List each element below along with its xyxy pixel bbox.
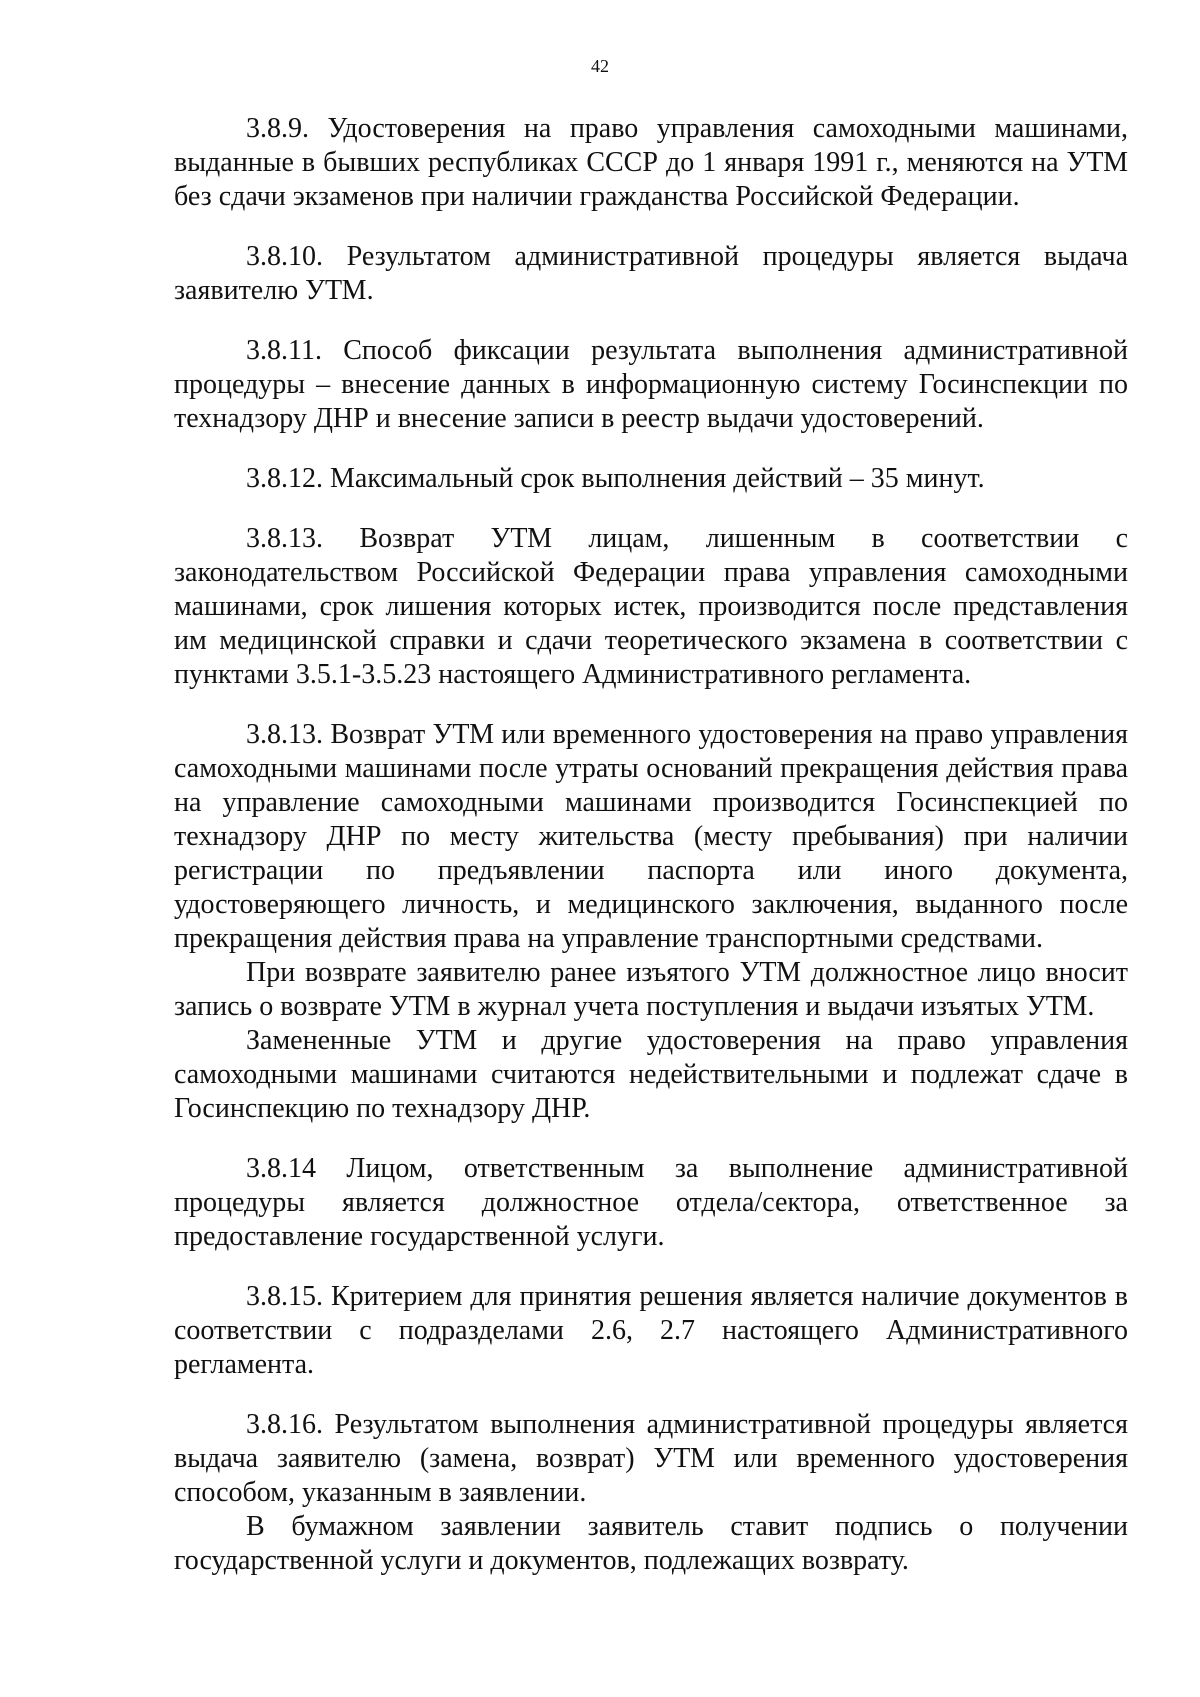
paragraph-replaced-utm: Замененные УТМ и другие удостоверения на право управления самоходными машинами считаются недействительными и подлежат сдаче в Госинспекцию по технадзору ДНР. xyxy=(174,1025,1128,1124)
paragraph-3-8-13-b: 3.8.13. Возврат УТМ или временного удостоверения на право управления самоходными машинами после утраты оснований прекращения действия права на управление самоходными машинами производится Госинспекцией по технадзору ДНР по месту жительства (месту пребывания) при наличии регистрации по предъявлении паспорта или иного документа, удостоверяющего личность, и медицинского заключения, выданного после прекращения действия права на управление транспортными средствами. xyxy=(174,719,1128,954)
paragraph-return-record: При возврате заявителю ранее изъятого УТМ должностное лицо вносит запись о возврате УТМ в журнал учета поступления и выдачи изъятых УТМ. xyxy=(174,957,1128,1022)
paragraph-3-8-16: 3.8.16. Результатом выполнения административной процедуры является выдача заявителю (замена, возврат) УТМ или временного удостоверения способом, указанным в заявлении. xyxy=(174,1409,1128,1508)
paragraph-3-8-11: 3.8.11. Способ фиксации результата выполнения административной процедуры – внесение данных в информационную систему Госинспекции по технадзору ДНР и внесение записи в реестр выдачи удостоверений. xyxy=(174,335,1128,434)
paragraph-3-8-9: 3.8.9. Удостоверения на право управления самоходными машинами, выданные в бывших республиках СССР до 1 января 1991 г., меняются на УТМ без сдачи экзаменов при наличии гражданства Российской Федерации. xyxy=(174,113,1128,212)
document-body xyxy=(174,112,1128,1578)
paragraph-3-8-12: 3.8.12. Максимальный срок выполнения действий – 35 минут. xyxy=(246,463,985,494)
paragraph-3-8-10: 3.8.10. Результатом административной процедуры является выдача заявителю УТМ. xyxy=(174,241,1128,306)
paragraph-3-8-14: 3.8.14 Лицом, ответственным за выполнение административной процедуры является должностное отдела/сектора, ответственное за предоставление государственной услуги. xyxy=(174,1153,1128,1252)
paragraph-3-8-15: 3.8.15. Критерием для принятия решения является наличие документов в соответствии с подразделами 2.6, 2.7 настоящего Административного регламента. xyxy=(174,1281,1128,1380)
page-number: 42 xyxy=(591,56,609,76)
paragraph-3-8-13-a: 3.8.13. Возврат УТМ лицам, лишенным в соответствии с законодательством Российской Федерации права управления самоходными машинами, срок лишения которых истек, производится после представления им медицинской справки и сдачи теоретического экзамена в соответствии с пунктами 3.5.1-3.5.23 настоящего Административного регламента. xyxy=(174,523,1128,690)
paragraph-paper-application: В бумажном заявлении заявитель ставит подпись о получении государственной услуги и документов, подлежащих возврату. xyxy=(174,1511,1128,1576)
